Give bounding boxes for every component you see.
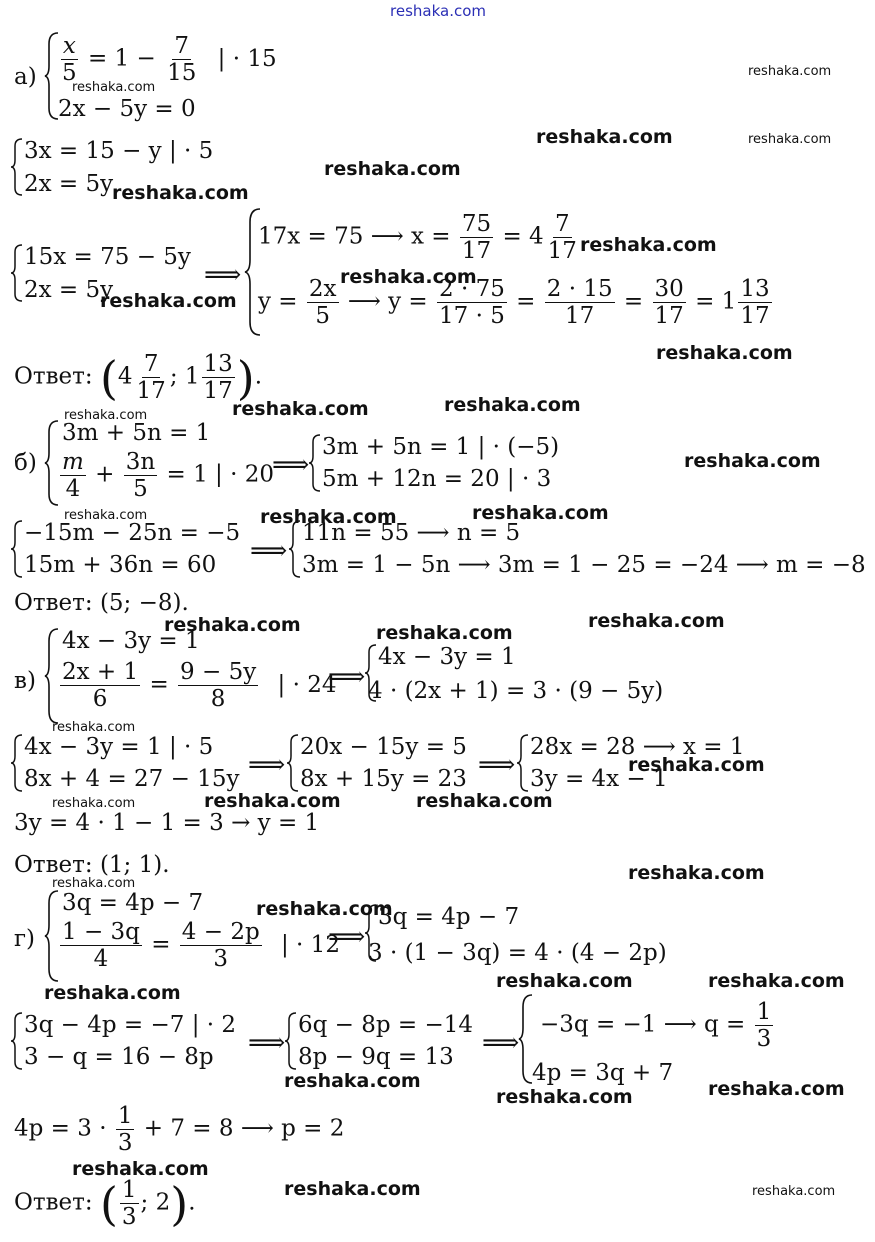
- watermark: reshaka.com: [256, 898, 393, 920]
- equation-v-2: $\frac{2x + 1}{6}$ = $\frac{9 - 5y}{8}$ | · 24: [62, 659, 337, 713]
- equation-b-r2: 5m + 12n = 20 | · 3: [322, 466, 552, 492]
- equation-a-1: $\frac{x}{5}$ = 1 − $\frac{7}{15}$ | · 15: [62, 33, 277, 87]
- implies-arrow: ⟹: [248, 750, 286, 780]
- equation-a-r1: 17x = 75 ⟶ x = $\frac{75}{17}$ = 4 $\frac{7}{17}$: [258, 211, 577, 265]
- brace-icon: [10, 520, 24, 578]
- watermark: reshaka.com: [588, 610, 725, 632]
- equation-b-s2-1: −15m − 25n = −5: [24, 520, 241, 546]
- brace-icon: [10, 244, 24, 302]
- equation-g-s3-1: 6q − 8p = −14: [298, 1012, 474, 1038]
- equation-v-r2: 4 · (2x + 1) = 3 · (9 − 5y): [368, 678, 664, 704]
- equation-a-2: 2x − 5y = 0: [58, 96, 196, 122]
- equation-g-line: 4p = 3 · $\frac{1}{3}$ + 7 = 8 ⟶ p = 2: [14, 1103, 345, 1157]
- equation-v-1: 4x − 3y = 1: [62, 628, 200, 654]
- equation-g-r1: 3q = 4p − 7: [378, 904, 520, 930]
- equation-v-s2-2: 8x + 4 = 27 − 15y: [24, 766, 240, 792]
- watermark: reshaka.com: [752, 1184, 836, 1199]
- equation-b-s3-2: 3m = 1 − 5n ⟶ 3m = 1 − 25 = −24 ⟶ m = −8: [302, 552, 866, 578]
- watermark: reshaka.com: [100, 290, 237, 312]
- watermark: reshaka.com: [112, 182, 249, 204]
- equation-b-2: $\frac{m}{4}$ + $\frac{3n}{5}$ = 1 | · 20: [62, 449, 274, 503]
- watermark: reshaka.com: [284, 1178, 421, 1200]
- watermark: reshaka.com: [708, 1078, 845, 1100]
- equation-a-r2: y = $\frac{2x}{5}$ ⟶ y = $\frac{2 \cdot 75}{17 \cdot 5}$ = $\frac{2 \cdot 15}{17}$ = $\frac{30}{17}$ = 1 $\frac{13}{17}$: [258, 276, 770, 330]
- watermark: reshaka.com: [44, 982, 181, 1004]
- watermark: reshaka.com: [684, 450, 821, 472]
- equation-g-1: 3q = 4p − 7: [62, 890, 204, 916]
- watermark: reshaka.com: [496, 1086, 633, 1108]
- implies-arrow: ⟹: [204, 260, 242, 290]
- equation-v-s2-1: 4x − 3y = 1 | · 5: [24, 734, 214, 760]
- equation-g-s3-2: 8p − 9q = 13: [298, 1044, 454, 1070]
- watermark: reshaka.com: [72, 1158, 209, 1180]
- brace-icon: [516, 734, 530, 792]
- answer-b: Ответ: (5; −8).: [14, 590, 189, 616]
- watermark: reshaka.com: [232, 398, 369, 420]
- answer-a: Ответ: (4 $\frac{7}{17}$ ; 1 $\frac{13}{17}$ ).: [14, 350, 263, 405]
- equation-v-line: 3y = 4 · 1 − 1 = 3 → y = 1: [14, 810, 320, 836]
- label-b: б): [14, 450, 37, 476]
- watermark: reshaka.com: [628, 862, 765, 884]
- implies-arrow: ⟹: [272, 450, 310, 480]
- equation-g-s2-2: 3 − q = 16 − 8p: [24, 1044, 214, 1070]
- watermark: reshaka.com: [628, 754, 765, 776]
- implies-arrow: ⟹: [328, 922, 366, 952]
- label-g: г): [14, 926, 36, 952]
- implies-arrow: ⟹: [328, 662, 366, 692]
- watermark: reshaka.com: [472, 502, 609, 524]
- brace-icon: [10, 1012, 24, 1070]
- watermark: reshaka.com: [376, 622, 513, 644]
- brace-icon: [284, 1012, 298, 1070]
- equation-v-s3-2: 8x + 15y = 23: [300, 766, 467, 792]
- equation-v-s4-2: 3y = 4x − 1: [530, 766, 668, 792]
- answer-g: Ответ: ( $\frac{1}{3}$ ; 2).: [14, 1176, 196, 1231]
- equation-v-s3-1: 20x − 15y = 5: [300, 734, 467, 760]
- implies-arrow: ⟹: [248, 1028, 286, 1058]
- watermark: reshaka.com: [72, 80, 156, 95]
- watermark: reshaka.com: [444, 394, 581, 416]
- equation-a-s2-2: 2x = 5y: [24, 171, 114, 197]
- brace-icon: [288, 520, 302, 578]
- watermark: reshaka.com: [656, 342, 793, 364]
- implies-arrow: ⟹: [482, 1028, 520, 1058]
- watermark: reshaka.com: [164, 614, 301, 636]
- watermark: reshaka.com: [324, 158, 461, 180]
- equation-v-s4-1: 28x = 28 ⟶ x = 1: [530, 734, 745, 760]
- watermark: reshaka.com: [64, 408, 148, 423]
- equation-g-2: $\frac{1 - 3q}{4}$ = $\frac{4 - 2p}{3}$ | · 12: [62, 919, 340, 973]
- implies-arrow: ⟹: [478, 750, 516, 780]
- watermark: reshaka.com: [748, 64, 832, 79]
- watermark: reshaka.com: [416, 790, 553, 812]
- watermark: reshaka.com: [52, 876, 136, 891]
- equation-g-r2: 3 · (1 − 3q) = 4 · (4 − 2p): [368, 940, 667, 966]
- watermark: reshaka.com: [284, 1070, 421, 1092]
- watermark: reshaka.com: [496, 970, 633, 992]
- answer-v: Ответ: (1; 1).: [14, 852, 170, 878]
- equation-b-r1: 3m + 5n = 1 | · (−5): [322, 434, 560, 460]
- watermark: reshaka.com: [52, 796, 136, 811]
- equation-v-r1: 4x − 3y = 1: [378, 644, 516, 670]
- equation-b-s2-2: 15m + 36n = 60: [24, 552, 217, 578]
- equation-g-s4-1: −3q = −1 ⟶ q = $\frac{1}{3}$: [540, 999, 772, 1053]
- equation-g-s2-1: 3q − 4p = −7 | · 2: [24, 1012, 237, 1038]
- brace-icon: [308, 434, 322, 492]
- watermark: reshaka.com: [708, 970, 845, 992]
- equation-a-s3-2: 2x = 5y: [24, 277, 114, 303]
- label-a: а): [14, 64, 37, 90]
- site-watermark-top[interactable]: reshaka.com: [390, 2, 486, 20]
- watermark: reshaka.com: [536, 126, 673, 148]
- label-v: в): [14, 668, 36, 694]
- watermark: reshaka.com: [52, 720, 136, 735]
- equation-a-s3-1: 15x = 75 − 5y: [24, 244, 191, 270]
- watermark: reshaka.com: [340, 266, 477, 288]
- watermark: reshaka.com: [204, 790, 341, 812]
- watermark: reshaka.com: [260, 506, 397, 528]
- watermark: reshaka.com: [64, 508, 148, 523]
- brace-icon: [286, 734, 300, 792]
- equation-g-s4-2: 4p = 3q + 7: [532, 1060, 674, 1086]
- brace-icon: [10, 138, 24, 196]
- watermark: reshaka.com: [580, 234, 717, 256]
- brace-icon: [10, 734, 24, 792]
- equation-b-s3-1: 11n = 55 ⟶ n = 5: [302, 520, 521, 546]
- watermark: reshaka.com: [748, 132, 832, 147]
- implies-arrow: ⟹: [250, 536, 288, 566]
- equation-a-s2-1: 3x = 15 − y | · 5: [24, 138, 214, 164]
- equation-b-1: 3m + 5n = 1: [62, 420, 211, 446]
